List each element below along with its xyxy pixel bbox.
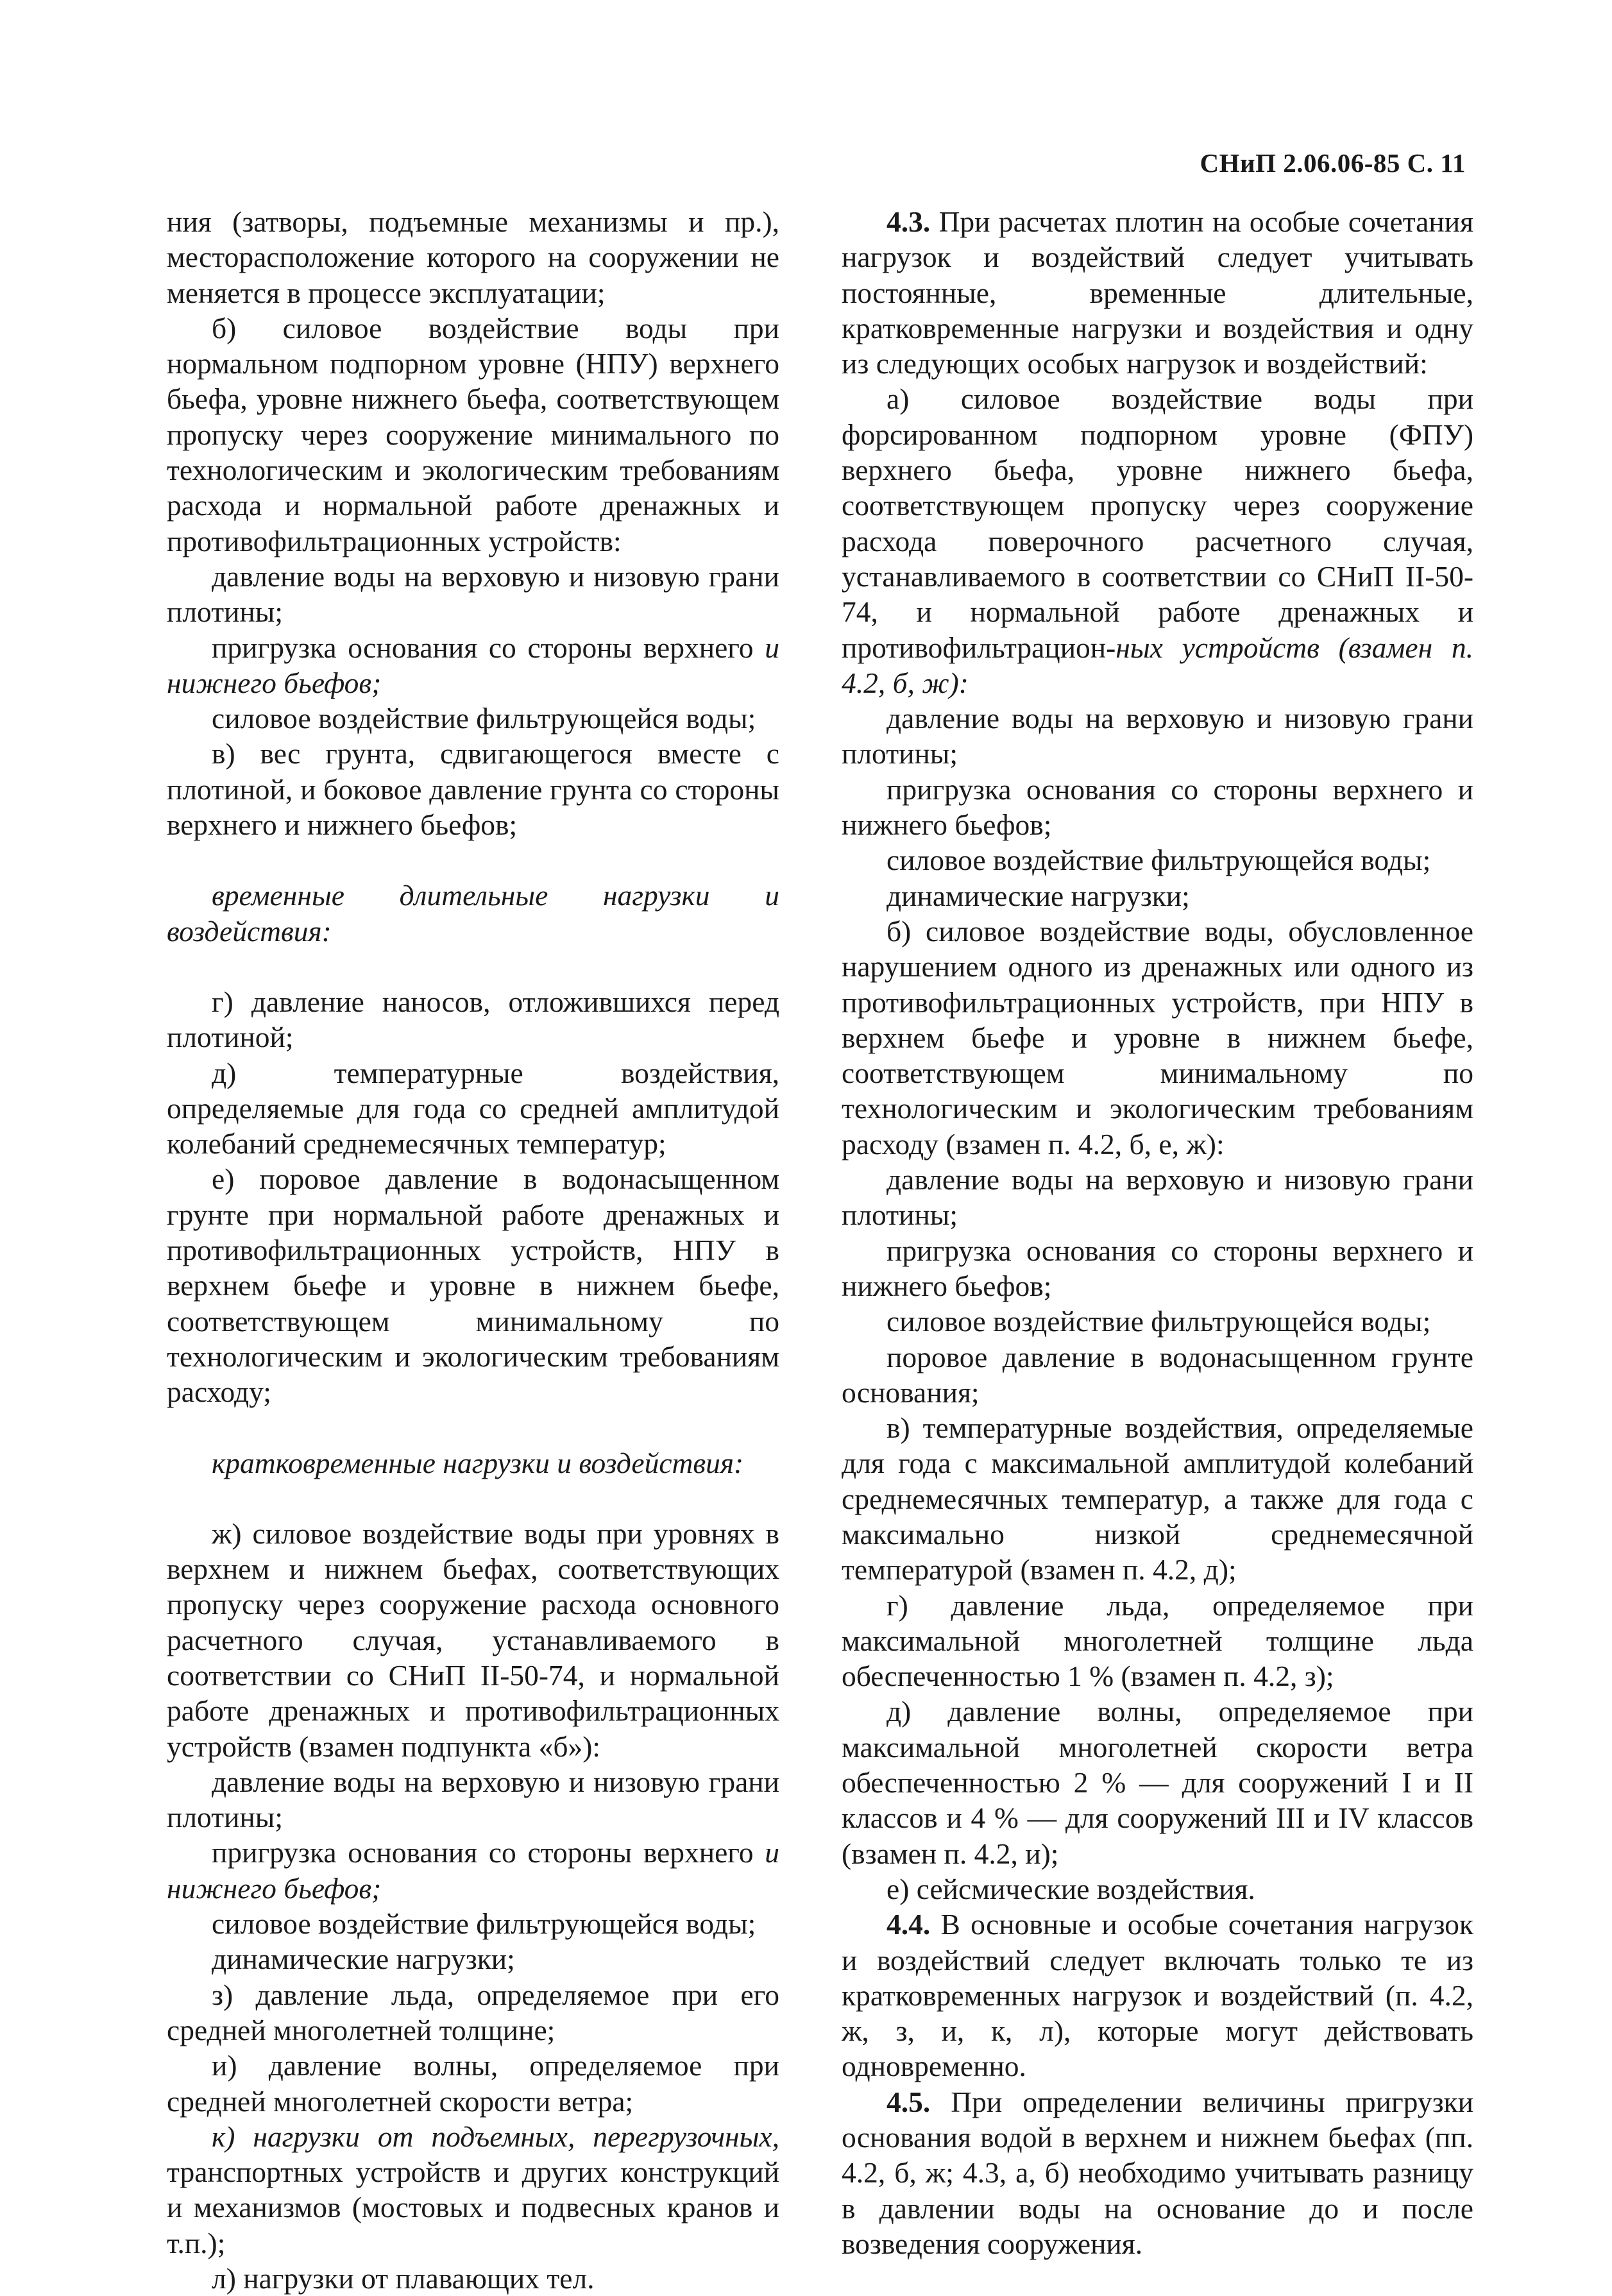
paragraph: ж) силовое воздействие воды при уровнях в верхнем и нижнем бьефах, соответствующих пропуску через сооружение расхода основного расчетного случая, устанавливаемого в соответствии со СНиП II-50-74, и нормальной работе дренажных и противофильтрационных устройств (взамен подпункта «б»):: [167, 1517, 779, 1763]
left-column: [167, 204, 779, 2296]
right-column: [842, 204, 1473, 2261]
paragraph-text: При определении величины пригрузки основания водой в верхнем и нижнем бьефах (пп. 4.2, б, ж; 4.3, а, б) необходимо учитывать разницу в давлении воды на основание до и после возведения сооружения.: [842, 2085, 1473, 2260]
paragraph: [167, 1835, 779, 1906]
paragraph: давление воды на верховую и низовую грани плотины;: [842, 702, 1473, 770]
paragraph: е) сейсмические воздействия.: [887, 1872, 1255, 1905]
paragraph: б) силовое воздействие воды, обусловленное нарушением одного из дренажных или одного из противофильтрационных устройств, при НПУ в верхнем бьефе и уровне в нижнем бьефе, соответствующем минимальному по технологическим и экологическим требованиям расходу (взамен п. 4.2, б, е, ж):: [842, 914, 1473, 1161]
paragraph: в) температурные воздействия, определяемые для года с максимальной амплитудой колебаний среднемесячных температур, а также для года с максимально низкой среднемесячной температурой (взамен п. 4.2, д);: [842, 1411, 1473, 1586]
paragraph-text: В основные и особые сочетания нагрузок и воздействий следует включать только те из кратковременных нагрузок и воздействий (п. 4.2, ж, з, и, к, л), которые могут действовать одновременно.: [842, 1908, 1474, 2083]
paragraph: д) температурные воздействия, определяемые для года со средней амплитудой колебаний среднемесячных температур;: [167, 1056, 779, 1161]
paragraph: л) нагрузки от плавающих тел.: [212, 2262, 595, 2295]
paragraph: [167, 2119, 779, 2261]
paragraph: давление воды на верховую и низовую грани плотины;: [167, 559, 779, 629]
paragraph: силовое воздействие фильтрующейся воды;: [212, 702, 756, 735]
paragraph-text: пригрузка основания со стороны верхнего: [212, 631, 754, 664]
paragraph: [842, 1907, 1473, 2084]
paragraph: силовое воздействие фильтрующейся воды;: [887, 844, 1431, 877]
paragraph: е) поровое давление в водонасыщенном грунте при нормальной работе дренажных и противофильтрационных устройств, НПУ в верхнем бьефе и уровне в нижнем бьефе, соответствующем минимальному по технологическим и экологическим требованиям расходу;: [167, 1162, 779, 1409]
paragraph: [842, 204, 1473, 381]
paragraph: б) силовое воздействие воды при нормальном подпорном уровне (НПУ) верхнего бьефа, уровне нижнего бьефа, соответствующем пропуску через сооружение минимального по технологическим и экологическим требованиям расхода и нормальной работе дренажных и противофильтрационных устройств:: [167, 311, 779, 557]
paragraph-text: а) силовое воздействие воды при форсированном подпорном уровне (ФПУ) верхнего бьефа, уровне нижнего бьефа, соответствующем пропуску через сооружение расхода поверочного расчетного случая, устанавливаемого в соответствии со СНиП II-50-74, и нормальной работе дренажных и противофильтрацион-: [842, 382, 1473, 664]
running-header: СНиП 2.06.06-85 С. 11: [1200, 148, 1466, 178]
paragraph: давление воды на верховую и низовую грани плотины;: [842, 1163, 1473, 1232]
paragraph-text: пригрузка основания со стороны верхнего: [212, 1836, 754, 1869]
paragraph-text: При расчетах плотин на особые сочетания нагрузок и воздействий следует учитывать постоянные, временные длительные, кратковременные нагрузки и воздействия и одну из следующих особых нагрузок и воздействий:: [842, 205, 1474, 380]
paragraph: г) давление льда, определяемое при максимальной многолетней толщине льда обеспеченностью 1 % (взамен п. 4.2, з);: [842, 1588, 1473, 1693]
paragraph: и) давление волны, определяемое при средней многолетней скорости ветра;: [167, 2049, 779, 2118]
italic-text: и нижнего бьефов;: [167, 1836, 779, 1905]
paragraph: пригрузка основания со стороны верхнего и нижнего бьефов;: [842, 772, 1473, 842]
paragraph: динамические нагрузки;: [887, 879, 1190, 912]
paragraph: [842, 381, 1473, 701]
paragraph: динамические нагрузки;: [212, 1943, 515, 1976]
paragraph: [842, 2084, 1473, 2261]
paragraph: ния (затворы, подъемные механизмы и пр.), месторасположение которого на сооружении не меняется в процессе эксплуатации;: [167, 205, 779, 309]
paragraph: д) давление волны, определяемое при максимальной многолетней скорости ветра обеспеченностью 2 % — для сооружений I и II классов и 4 % — для сооружений III и IV классов (взамен п. 4.2, и);: [842, 1695, 1473, 1870]
paragraph: г) давление наносов, отложившихся перед плотиной;: [167, 985, 779, 1054]
paragraph: з) давление льда, определяемое при его средней многолетней толщине;: [167, 1978, 779, 2046]
italic-text: ных устройств (взамен п. 4.2, б, ж):: [842, 631, 1473, 699]
paragraph-text: транспортных устройств и других конструкций и механизмов (мостовых и подвесных кранов и т.п.);: [167, 2156, 779, 2259]
clause-number: 4.5.: [887, 2085, 931, 2118]
clause-number: 4.3.: [887, 205, 931, 238]
paragraph: [167, 630, 779, 701]
section-subheading: временные длительные нагрузки и воздействия:: [167, 879, 779, 948]
paragraph: силовое воздействие фильтрующейся воды;: [887, 1305, 1431, 1338]
italic-text: и нижнего бьефов;: [167, 631, 779, 699]
paragraph: давление воды на верховую и низовую грани плотины;: [167, 1765, 779, 1834]
paragraph: пригрузка основания со стороны верхнего и нижнего бьефов;: [842, 1234, 1473, 1302]
paragraph: в) вес грунта, сдвигающегося вместе с плотиной, и боковое давление грунта со стороны верхнего и нижнего бьефов;: [167, 737, 779, 842]
italic-text: к) нагрузки от подъемных, перегрузочных,: [212, 2120, 779, 2153]
clause-number: 4.4.: [887, 1908, 931, 1941]
section-subheading: кратковременные нагрузки и воздействия:: [212, 1446, 744, 1479]
paragraph: поровое давление в водонасыщенном грунте основания;: [842, 1340, 1473, 1409]
paragraph: силовое воздействие фильтрующейся воды;: [212, 1907, 756, 1941]
